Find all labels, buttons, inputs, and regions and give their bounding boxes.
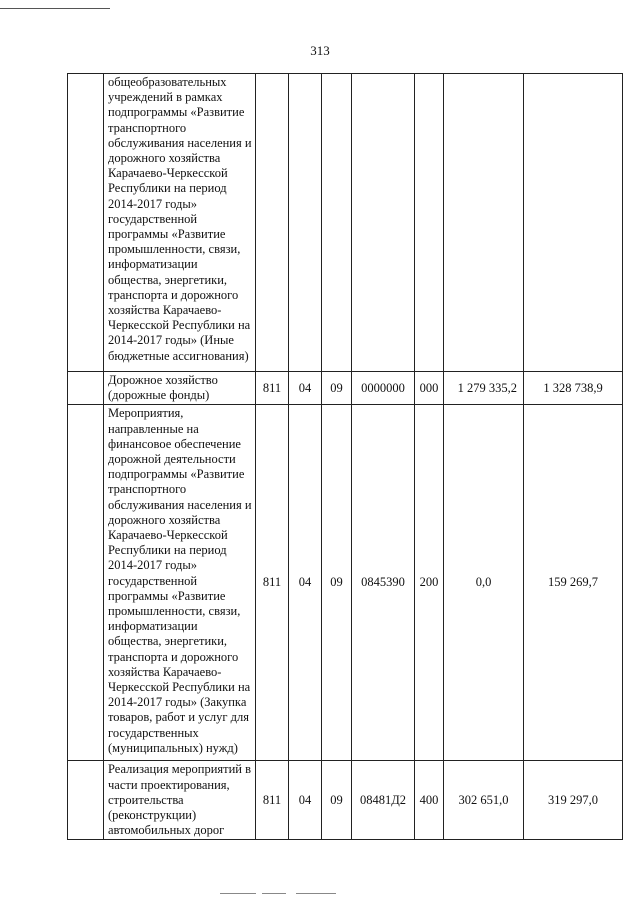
ministry-code-cell: 811 [256, 405, 289, 761]
row-number-cell [68, 74, 104, 372]
amount-year-2-cell: 159 269,7 [524, 405, 623, 761]
subsection-code-cell: 09 [322, 761, 352, 840]
row-number-cell [68, 405, 104, 761]
row-number-cell [68, 761, 104, 840]
expense-type-cell [415, 74, 444, 372]
item-name-cell: Реализация мероприятий в части проектирования, строительства (реконструкции) автомобильных дорог [104, 761, 256, 840]
ministry-code-cell [256, 74, 289, 372]
subsection-code-cell [322, 74, 352, 372]
row-number-cell [68, 372, 104, 405]
ministry-code-cell: 811 [256, 761, 289, 840]
amount-year-2-cell [524, 74, 623, 372]
amount-year-1-cell: 302 651,0 [444, 761, 524, 840]
amount-year-1-cell: 0,0 [444, 405, 524, 761]
section-code-cell [289, 74, 322, 372]
target-article-cell [352, 74, 415, 372]
section-code-cell: 04 [289, 405, 322, 761]
ministry-code-cell: 811 [256, 372, 289, 405]
target-article-cell: 0000000 [352, 372, 415, 405]
table-row [68, 405, 623, 761]
expense-type-cell: 200 [415, 405, 444, 761]
table-row [68, 761, 623, 840]
expense-type-cell: 000 [415, 372, 444, 405]
page-number: 313 [310, 43, 330, 58]
item-name-cell: Дорожное хозяйство (дорожные фонды) [104, 372, 256, 405]
table-row [68, 74, 623, 372]
target-article-cell: 0845390 [352, 405, 415, 761]
subsection-code-cell: 09 [322, 372, 352, 405]
bottom-scan-marks [0, 893, 640, 899]
amount-year-2-cell: 1 328 738,9 [524, 372, 623, 405]
top-rule [0, 8, 110, 9]
section-code-cell: 04 [289, 372, 322, 405]
table-row [68, 372, 623, 405]
target-article-cell: 08481Д2 [352, 761, 415, 840]
subsection-code-cell: 09 [322, 405, 352, 761]
expense-type-cell: 400 [415, 761, 444, 840]
item-name-cell: Мероприятия, направленные на финансовое обеспечение дорожной деятельности подпрограммы «Развитие транспортного обслуживания населения и дорожного хозяйства Карачаево-Черкесской Республики на период 2014-2017 годы» государственной программы «Развитие промышленности, связи, информатизации общества, энергетики, транспорта и дорожного хозяйства Карачаево-Черкесской Республики на 2014-2017 годы» (Закупка товаров, работ и услуг для государственных (муниципальных) нужд) [104, 405, 256, 761]
amount-year-1-cell: 1 279 335,2 [444, 372, 524, 405]
amount-year-1-cell [444, 74, 524, 372]
budget-table [67, 73, 623, 840]
section-code-cell: 04 [289, 761, 322, 840]
amount-year-2-cell: 319 297,0 [524, 761, 623, 840]
item-name-cell: общеобразовательных учреждений в рамках подпрограммы «Развитие транспортного обслуживания населения и дорожного хозяйства Карачаево-Черкесской Республики на период 2014-2017 годы» государственной программы «Развитие промышленности, связи, информатизации общества, энергетики, транспорта и дорожного хозяйства Карачаево-Черкесской Республики на 2014-2017 годы» (Иные бюджетные ассигнования) [104, 74, 256, 372]
